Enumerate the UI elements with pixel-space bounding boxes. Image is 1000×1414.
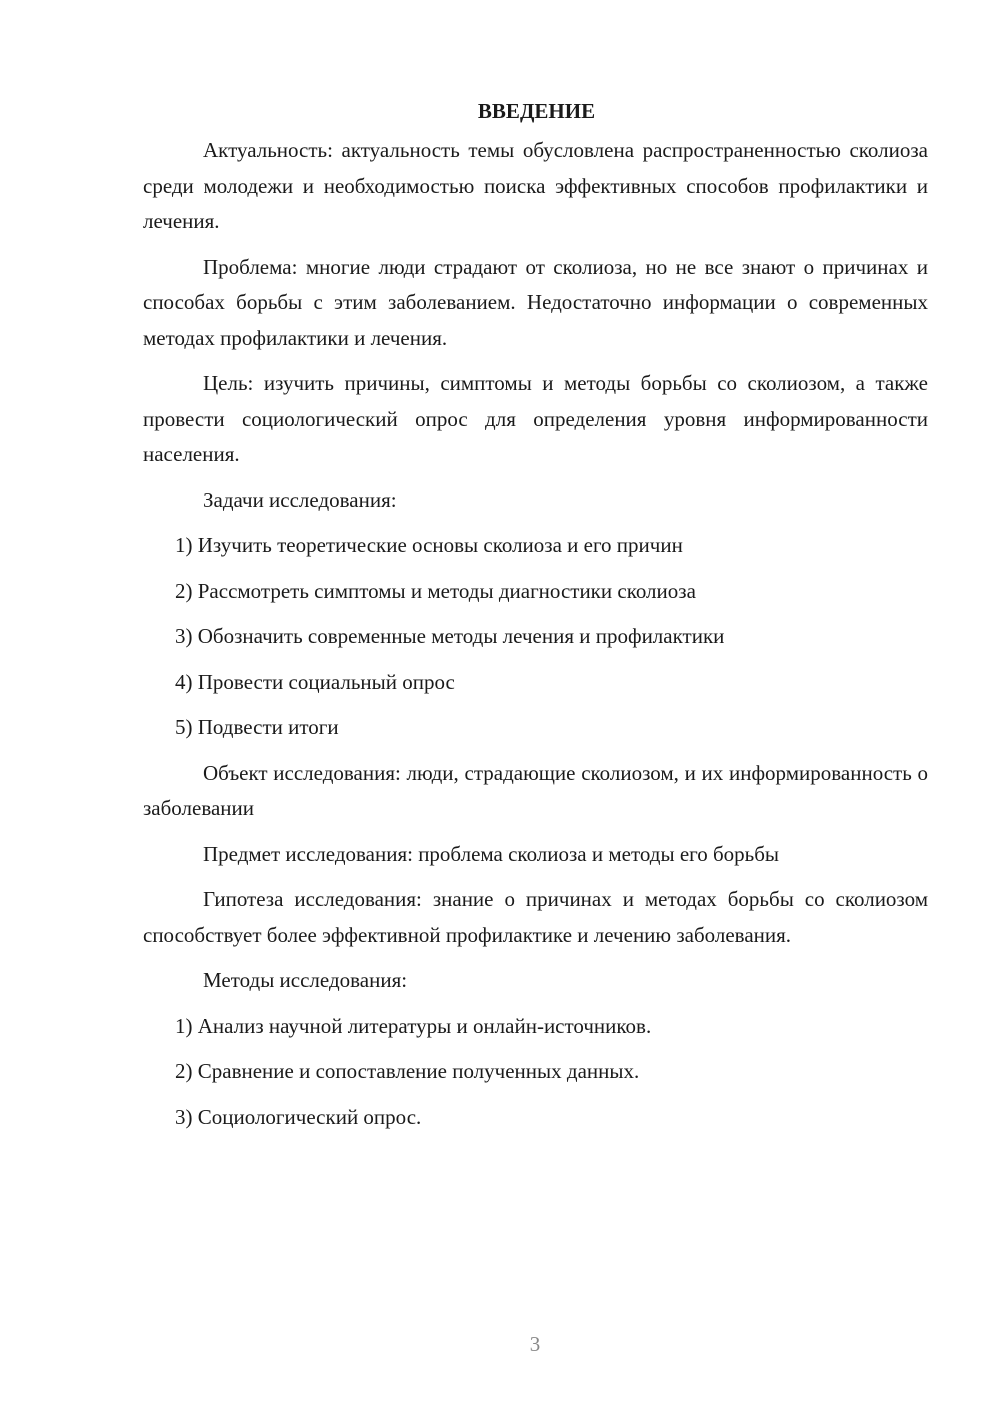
list-item: 2) Рассмотреть симптомы и методы диагностики сколиоза <box>175 578 696 603</box>
paragraph-problem: Проблема: многие люди страдают от сколиоза, но не все знают о причинах и способах борьбы с этим заболеванием. Недостаточно информации о современных методах профилактики и лечения. <box>143 254 928 350</box>
paragraph-goal: Цель: изучить причины, симптомы и методы борьбы со сколиозом, а также провести социологический опрос для определения уровня информированности населения. <box>143 371 928 466</box>
list-item: 4) Провести социальный опрос <box>175 669 455 694</box>
paragraph-relevance: Актуальность: актуальность темы обусловлена распространенностью сколиоза среди молодежи и необходимостью поиска эффективных способов профилактики и лечения. <box>143 138 928 233</box>
paragraph-tasks-heading: Задачи исследования: <box>203 487 397 512</box>
list-item: 2) Сравнение и сопоставление полученных данных. <box>175 1059 640 1083</box>
paragraph-methods-heading: Методы исследования: <box>203 968 408 992</box>
paragraph-hypothesis: Гипотеза исследования: знание о причинах и методах борьбы со сколиозом способствует более эффективной профилактике и лечению заболевания. <box>143 887 928 947</box>
page-content <box>143 95 928 1145</box>
list-item: 1) Изучить теоретические основы сколиоза и его причин <box>175 533 683 557</box>
list-item: 3) Социологический опрос. <box>175 1104 422 1129</box>
list-item: 1) Анализ научной литературы и онлайн-источников. <box>175 1013 652 1038</box>
list-item: 3) Обозначить современные методы лечения и профилактики <box>175 624 725 648</box>
methods-list <box>143 1009 928 1136</box>
paragraph-subject: Предмет исследования: проблема сколиоза и методы его борьбы <box>203 841 780 866</box>
page-number: 3 <box>529 1332 541 1356</box>
list-item: 5) Подвести итоги <box>175 715 339 739</box>
section-title: ВВЕДЕНИЕ <box>477 99 596 123</box>
paragraph-object: Объект исследования: люди, страдающие сколиозом, и их информированность о заболевании <box>143 760 928 820</box>
tasks-list <box>143 528 928 746</box>
